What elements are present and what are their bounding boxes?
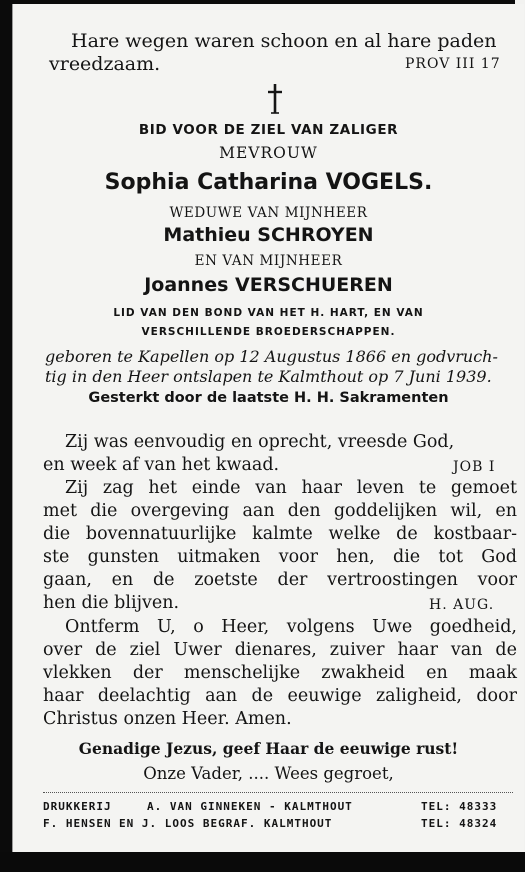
epigraph-line-2: vreedzaam. <box>49 53 161 75</box>
and-of-label: EN VAN MIJNHEER <box>194 253 343 269</box>
verse2-line: met die overgeving aan den goddelijken wil, en <box>43 501 517 521</box>
verse1-reference: JOB I <box>453 459 496 475</box>
verse1-line-1: Zij was eenvoudig en oprecht, vreesde God, <box>65 432 455 452</box>
scan-border <box>0 852 525 872</box>
printer-phone: TEL: 48333 <box>421 800 498 813</box>
undertaker-name: EN J. LOOS BEGRAF. KALMTHOUT <box>119 817 333 830</box>
membership-line-2: VERSCHILLENDE BROEDERSCHAPPEN. <box>141 326 396 338</box>
life-dates-line-1: geboren te Kapellen op 12 Augustus 1866 en godvruch- <box>45 347 498 366</box>
prayer-last-line: Christus onzen Heer. Amen. <box>43 709 292 729</box>
prayer-line: haar deelachtig aan de eeuwige zaligheid, door <box>43 686 517 706</box>
printer-name: A. VAN GINNEKEN - KALMTHOUT <box>147 800 353 813</box>
undertaker-label: F. HENSEN <box>43 817 112 830</box>
life-dates-line-2: tig in den Heer ontslapen te Kalmthout op 7 Juni 1939. <box>45 367 492 386</box>
epigraph-line-1: Hare wegen waren schoon en al hare paden <box>71 30 497 52</box>
sacraments-line: Gesterkt door de laatste H. H. Sakramenten <box>88 390 449 406</box>
deceased-name: Sophia Catharina VOGELS. <box>104 170 433 195</box>
membership-line-1: LID VAN DEN BOND VAN HET H. HART, EN VAN <box>113 307 424 319</box>
verse1-line-2: en week af van het kwaad. <box>43 455 280 475</box>
epigraph-reference: PROV III 17 <box>405 56 501 72</box>
verse2-line: gaan, en de zoetste der vertroostingen voor <box>43 570 517 590</box>
prayer-line: Ontferm U, o Heer, volgens Uwe goedheid, <box>65 617 517 637</box>
latin-cross-icon <box>265 82 285 118</box>
second-husband-name: Joannes VERSCHUEREN <box>144 274 393 296</box>
widow-of-label: WEDUWE VAN MIJNHEER <box>169 205 368 221</box>
memorial-card <box>12 4 524 852</box>
prayer-line: vlekken der menschelijke zwakheid en maak <box>43 663 517 683</box>
verse2-line: ste gunsten uitmaken voor hen, die tot God <box>43 547 517 567</box>
verse2-reference: H. AUG. <box>429 597 495 613</box>
title-mevrouw: MEVROUW <box>219 144 318 162</box>
printer-label: DRUKKERIJ <box>43 800 112 813</box>
verse2-line: Zij zag het einde van haar leven te gemoet <box>65 478 517 498</box>
divider <box>43 792 513 793</box>
prayer-line: over de ziel Uwer dienares, zuiver haar van de <box>43 640 517 660</box>
closing-prayers: Onze Vader, .... Wees gegroet, <box>143 764 394 783</box>
closing-invocation: Genadige Jezus, geef Haar de eeuwige rust! <box>78 739 459 758</box>
first-husband-name: Mathieu SCHROYEN <box>163 224 374 246</box>
invocation-heading: BID VOOR DE ZIEL VAN ZALIGER <box>138 122 399 138</box>
undertaker-phone: TEL: 48324 <box>421 817 498 830</box>
verse2-line: die bovennatuurlijke kalmte welke de kostbaar- <box>43 524 517 544</box>
verse2-last-line: hen die blijven. <box>43 593 180 613</box>
